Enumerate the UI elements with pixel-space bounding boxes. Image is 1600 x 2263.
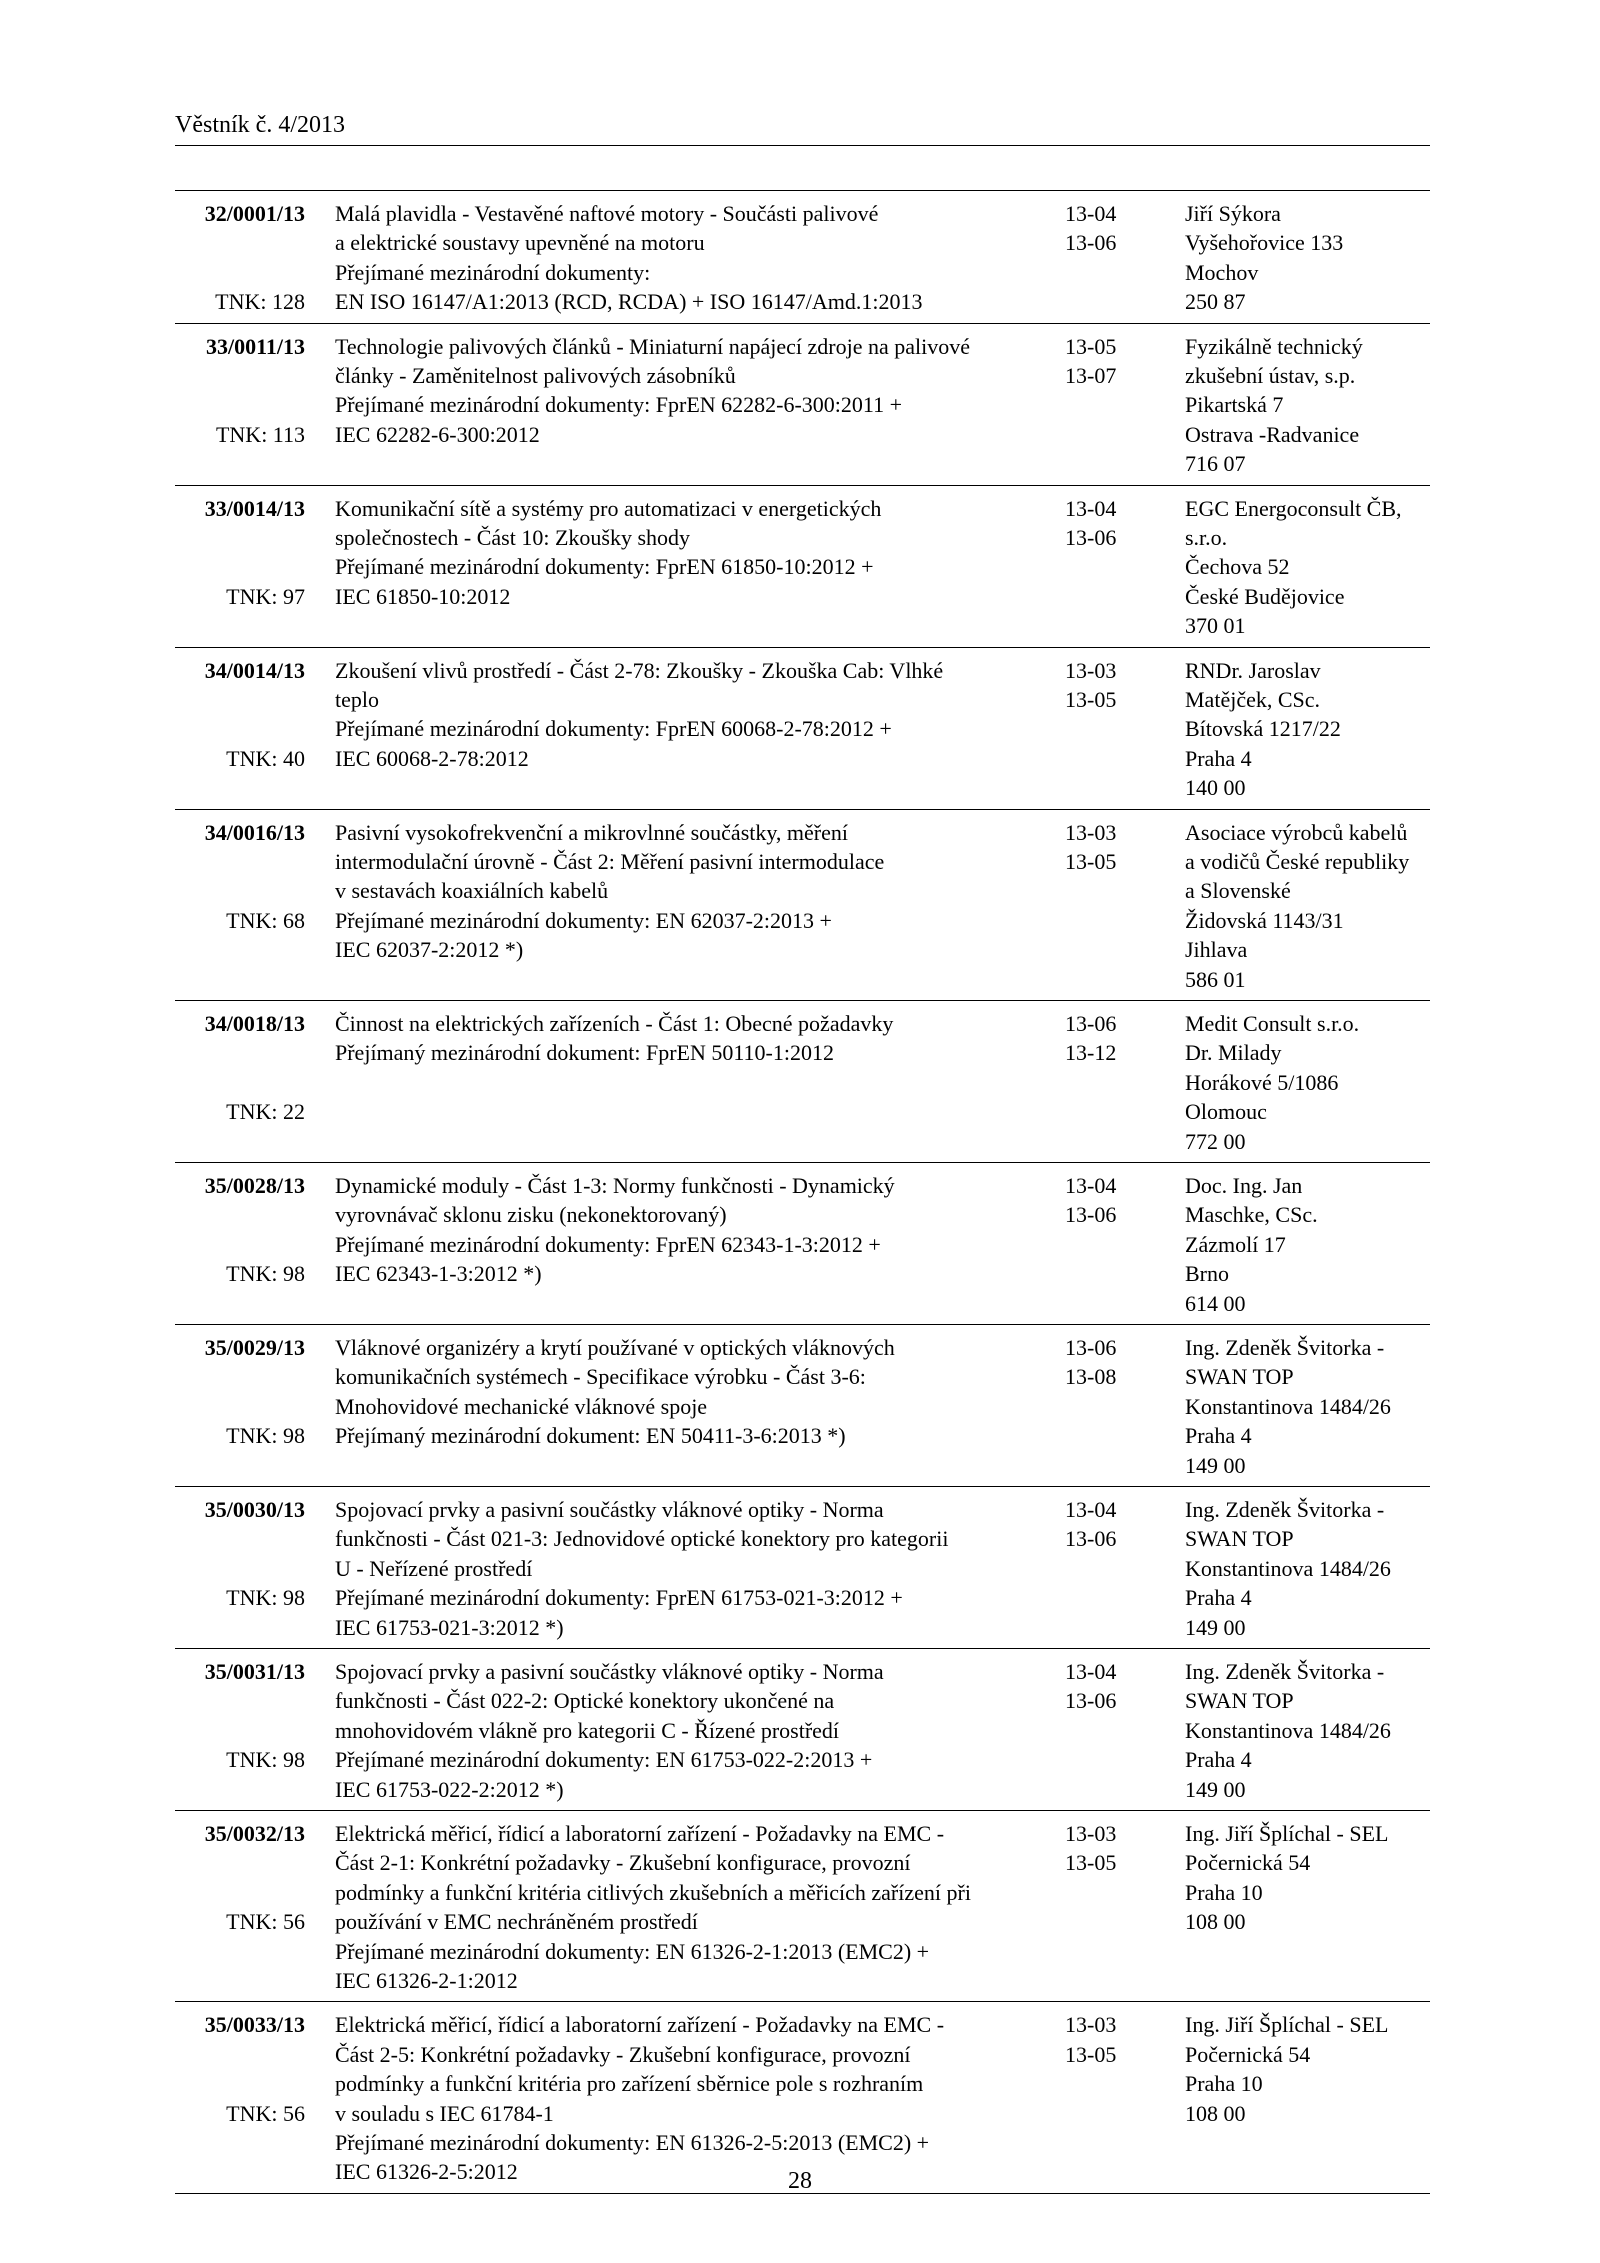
title-line: IEC 62282-6-300:2012 — [335, 421, 540, 447]
entry-contact — [1185, 1009, 1435, 1156]
contact-line: Bítovská 1217/22 — [1185, 716, 1341, 742]
table-row — [175, 2002, 1430, 2193]
contact-line: Židovská 1143/31 — [1185, 907, 1344, 933]
table-row — [175, 1487, 1430, 1649]
title-line: IEC 62037-2:2012 *) — [335, 937, 524, 963]
date-value: 13-06 — [1065, 525, 1117, 550]
title-line: Přejímaný mezinárodní dokument: FprEN 50110-1:2012 — [335, 1040, 834, 1066]
contact-line: Ing. Zdeněk Švitorka - — [1185, 1496, 1385, 1522]
entry-title — [335, 494, 1025, 612]
journal-title: Věstník č. 4/2013 — [175, 112, 345, 138]
contact-line: SWAN TOP — [1185, 1688, 1294, 1714]
contact-line: 108 00 — [1185, 1909, 1246, 1935]
tnk-number: TNK: 128 — [215, 289, 305, 315]
title-line: Přejímané mezinárodní dokumenty: EN 61753-022-2:2013 + — [335, 1747, 873, 1773]
entry-title — [335, 1657, 1025, 1804]
date-value: 13-06 — [1065, 230, 1117, 256]
entry-id-column — [175, 1009, 305, 1125]
title-line: intermodulační úrovně - Část 2: Měření pasivní intermodulace — [335, 849, 885, 874]
tnk-number: TNK: 40 — [226, 745, 305, 771]
contact-line: 250 87 — [1185, 289, 1246, 315]
contact-line: Olomouc — [1185, 1099, 1267, 1125]
entry-dates — [1065, 1009, 1155, 1068]
entry-dates — [1065, 1333, 1155, 1392]
table-row — [175, 1325, 1430, 1487]
contact-line: Matějček, CSc. — [1185, 687, 1321, 712]
page-number: 28 — [788, 2168, 812, 2194]
tnk-number: TNK: 22 — [226, 1099, 305, 1125]
tnk-number: TNK: 56 — [226, 2100, 305, 2126]
entry-title — [335, 332, 1025, 450]
date-value: 13-06 — [1065, 1688, 1117, 1714]
entry-id: 35/0029/13 — [204, 1334, 305, 1360]
contact-line: 149 00 — [1185, 1452, 1246, 1478]
title-line: v sestavách koaxiálních kabelů — [335, 878, 609, 904]
title-line: Elektrická měřicí, řídicí a laboratorní zařízení - Požadavky na EMC - — [335, 1820, 945, 1846]
contact-line: SWAN TOP — [1185, 1526, 1294, 1552]
entry-contact — [1185, 2010, 1435, 2128]
table-row — [175, 1163, 1430, 1325]
title-line: Přejímané mezinárodní dokumenty: FprEN 60068-2-78:2012 + — [335, 716, 892, 742]
entry-id: 35/0028/13 — [204, 1172, 305, 1198]
tnk-number: TNK: 56 — [226, 1909, 305, 1935]
date-value: 13-04 — [1065, 1172, 1117, 1198]
entry-contact — [1185, 1333, 1435, 1480]
contact-line: Čechova 52 — [1185, 554, 1290, 580]
contact-line: Jiří Sýkora — [1185, 201, 1281, 226]
contact-line: RNDr. Jaroslav — [1185, 657, 1321, 683]
table-row — [175, 191, 1430, 324]
entry-dates — [1065, 1819, 1155, 1878]
contact-line: Fyzikálně technický — [1185, 333, 1363, 359]
title-line: Přejímané mezinárodní dokumenty: FprEN 62343-1-3:2012 + — [335, 1231, 881, 1257]
date-value: 13-06 — [1065, 1010, 1117, 1036]
title-line: články - Zaměnitelnost palivových zásobníků — [335, 363, 736, 388]
entry-id-column — [175, 818, 305, 933]
contact-line: Počernická 54 — [1185, 1850, 1311, 1876]
date-value: 13-03 — [1065, 657, 1117, 683]
contact-line: Praha 10 — [1185, 1879, 1263, 1905]
table-row — [175, 1001, 1430, 1163]
entry-id-column — [175, 494, 305, 609]
title-line: Přejímané mezinárodní dokumenty: EN 62037-2:2013 + — [335, 907, 832, 933]
title-line: Přejímané mezinárodní dokumenty: FprEN 62282-6-300:2011 + — [335, 392, 902, 418]
contact-line: Konstantinova 1484/26 — [1185, 1717, 1391, 1743]
entry-id: 35/0031/13 — [204, 1658, 305, 1684]
contact-line: 586 01 — [1185, 966, 1246, 992]
title-line: Část 2-1: Konkrétní požadavky - Zkušební konfigurace, provozní — [335, 1850, 911, 1876]
entry-title — [335, 199, 1025, 317]
contact-line: s.r.o. — [1185, 525, 1228, 550]
title-line: používání v EMC nechráněném prostředí — [335, 1909, 698, 1935]
contact-line: Pikartská 7 — [1185, 392, 1284, 418]
entry-dates — [1065, 2010, 1155, 2069]
entry-title — [335, 1819, 1025, 1995]
contact-line: Asociace výrobců kabelů — [1185, 819, 1408, 845]
date-value: 13-03 — [1065, 1820, 1117, 1846]
entry-id-column — [175, 199, 305, 315]
title-line: společnostech - Část 10: Zkoušky shody — [335, 525, 691, 550]
title-line: Přejímané mezinárodní dokumenty: EN 61326-2-1:2013 (EMC2) + — [335, 1938, 930, 1964]
title-line: vyrovnávač sklonu zisku (nekonektorovaný) — [335, 1202, 727, 1228]
date-value: 13-04 — [1065, 495, 1117, 521]
date-value: 13-05 — [1065, 1850, 1117, 1876]
contact-line: Jihlava — [1185, 937, 1248, 963]
entry-title — [335, 2010, 1025, 2186]
title-line: IEC 62343-1-3:2012 *) — [335, 1261, 542, 1287]
entry-id: 35/0030/13 — [204, 1496, 305, 1522]
table-row — [175, 486, 1430, 648]
entry-id: 33/0014/13 — [204, 495, 305, 521]
title-line: IEC 61753-022-2:2012 *) — [335, 1776, 564, 1802]
entry-id: 34/0014/13 — [204, 657, 305, 683]
title-line: v souladu s IEC 61784-1 — [335, 2100, 554, 2126]
title-line: Činnost na elektrických zařízeních - Část 1: Obecné požadavky — [335, 1010, 894, 1036]
contact-line: Ing. Jiří Šplíchal - SEL — [1185, 1820, 1389, 1846]
entry-contact — [1185, 1819, 1435, 1937]
contact-line: a vodičů České republiky — [1185, 849, 1410, 874]
entry-dates — [1065, 1171, 1155, 1230]
contact-line: Počernická 54 — [1185, 2041, 1311, 2067]
entry-id-column — [175, 1171, 305, 1287]
title-line: mnohovidovém vlákně pro kategorii C - Řízené prostředí — [335, 1717, 840, 1743]
title-line: IEC 61753-021-3:2012 *) — [335, 1614, 564, 1640]
entry-contact — [1185, 818, 1435, 994]
date-value: 13-05 — [1065, 687, 1117, 712]
title-line: IEC 61850-10:2012 — [335, 583, 511, 609]
title-line: podmínky a funkční kritéria citlivých zkušebních a měřicích zařízení při — [335, 1879, 971, 1905]
title-line: Komunikační sítě a systémy pro automatizaci v energetických — [335, 495, 882, 521]
entry-dates — [1065, 818, 1155, 877]
date-value: 13-07 — [1065, 363, 1117, 388]
title-line: Přejímané mezinárodní dokumenty: — [335, 259, 651, 285]
title-line: Přejímané mezinárodní dokumenty: EN 61326-2-5:2013 (EMC2) + — [335, 2130, 930, 2155]
tnk-number: TNK: 98 — [226, 1423, 305, 1449]
entry-contact — [1185, 199, 1435, 317]
contact-line: Dr. Milady — [1185, 1040, 1282, 1066]
tnk-number: TNK: 98 — [226, 1261, 305, 1287]
entry-title — [335, 1333, 1025, 1451]
entry-dates — [1065, 656, 1155, 715]
date-value: 13-12 — [1065, 1040, 1117, 1066]
entry-dates — [1065, 494, 1155, 553]
contact-line: zkušební ústav, s.p. — [1185, 363, 1356, 388]
contact-line: Konstantinova 1484/26 — [1185, 1393, 1391, 1419]
title-line: funkčnosti - Část 021-3: Jednovidové optické konektory pro kategorii — [335, 1526, 949, 1552]
entry-contact — [1185, 332, 1435, 479]
contact-line: Zázmolí 17 — [1185, 1231, 1286, 1257]
contact-line: Horákové 5/1086 — [1185, 1069, 1339, 1095]
contact-line: Vyšehořovice 133 — [1185, 230, 1344, 256]
contact-line: Praha 4 — [1185, 1747, 1252, 1773]
entry-dates — [1065, 1495, 1155, 1554]
contact-line: 108 00 — [1185, 2100, 1246, 2126]
title-line: Elektrická měřicí, řídicí a laboratorní zařízení - Požadavky na EMC - — [335, 2012, 945, 2038]
contact-line: Praha 4 — [1185, 745, 1252, 771]
entry-id: 35/0032/13 — [204, 1820, 305, 1846]
title-line: a elektrické soustavy upevněné na motoru — [335, 230, 705, 256]
tnk-number: TNK: 68 — [226, 907, 305, 933]
contact-line: Mochov — [1185, 259, 1259, 285]
contact-line: České Budějovice — [1185, 583, 1345, 609]
title-line: funkčnosti - Část 022-2: Optické konektory ukončené na — [335, 1688, 835, 1714]
contact-line: 149 00 — [1185, 1614, 1246, 1640]
entry-title — [335, 656, 1025, 774]
entry-id-column — [175, 332, 305, 447]
table-row — [175, 648, 1430, 810]
title-line: Dynamické moduly - Část 1-3: Normy funkčnosti - Dynamický — [335, 1172, 895, 1198]
title-line: Část 2-5: Konkrétní požadavky - Zkušební konfigurace, provozní — [335, 2041, 911, 2067]
title-line: IEC 60068-2-78:2012 — [335, 745, 529, 771]
contact-line: 614 00 — [1185, 1290, 1246, 1316]
contact-line: 772 00 — [1185, 1128, 1246, 1154]
date-value: 13-03 — [1065, 2012, 1117, 2038]
contact-line: Medit Consult s.r.o. — [1185, 1010, 1360, 1036]
contact-line: Maschke, CSc. — [1185, 1202, 1318, 1228]
contact-line: Brno — [1185, 1261, 1229, 1287]
title-line: Přejímaný mezinárodní dokument: EN 50411-3-6:2013 *) — [335, 1423, 846, 1449]
title-line: U - Neřízené prostředí — [335, 1555, 533, 1581]
table-row — [175, 324, 1430, 486]
date-value: 13-05 — [1065, 2041, 1117, 2067]
contact-line: Praha 4 — [1185, 1423, 1252, 1449]
date-value: 13-05 — [1065, 849, 1117, 874]
contact-line: Konstantinova 1484/26 — [1185, 1555, 1391, 1581]
date-value: 13-06 — [1065, 1526, 1117, 1552]
contact-line: Ing. Zdeněk Švitorka - — [1185, 1334, 1385, 1360]
title-line: podmínky a funkční kritéria pro zařízení sběrnice pole s rozhraním — [335, 2071, 924, 2097]
contact-line: SWAN TOP — [1185, 1364, 1294, 1390]
standards-table — [175, 190, 1430, 2194]
contact-line: 140 00 — [1185, 775, 1246, 801]
tnk-number: TNK: 113 — [215, 421, 305, 447]
entry-id: 33/0011/13 — [205, 333, 305, 359]
table-row — [175, 1649, 1430, 1811]
title-line: IEC 61326-2-1:2012 — [335, 1968, 518, 1994]
contact-line: EGC Energoconsult ČB, — [1185, 495, 1402, 521]
contact-line: Praha 4 — [1185, 1585, 1252, 1611]
entry-dates — [1065, 199, 1155, 258]
title-line: Spojovací prvky a pasivní součástky vláknové optiky - Norma — [335, 1658, 884, 1684]
contact-line: Praha 10 — [1185, 2071, 1263, 2097]
entry-contact — [1185, 494, 1435, 641]
entry-id-column — [175, 656, 305, 771]
entry-dates — [1065, 332, 1155, 391]
date-value: 13-08 — [1065, 1364, 1117, 1390]
tnk-number: TNK: 98 — [226, 1585, 305, 1611]
entry-contact — [1185, 1657, 1435, 1804]
date-value: 13-05 — [1065, 333, 1117, 359]
title-line: Zkoušení vlivů prostředí - Část 2-78: Zkoušky - Zkouška Cab: Vlhké — [335, 657, 944, 683]
contact-line: Doc. Ing. Jan — [1185, 1172, 1303, 1198]
entry-id-column — [175, 1495, 305, 1611]
title-line: Pasivní vysokofrekvenční a mikrovlnné součástky, měření — [335, 819, 849, 845]
tnk-number: TNK: 98 — [226, 1747, 305, 1773]
table-row — [175, 810, 1430, 1001]
title-line: IEC 61326-2-5:2012 — [335, 2159, 518, 2185]
entry-id: 34/0016/13 — [204, 819, 305, 845]
contact-line: 716 07 — [1185, 451, 1246, 477]
date-value: 13-04 — [1065, 201, 1117, 226]
title-line: Technologie palivových článků - Miniaturní napájecí zdroje na palivové — [335, 333, 971, 359]
title-line: Malá plavidla - Vestavěné naftové motory - Součásti palivové — [335, 201, 879, 226]
contact-line: Ostrava -Radvanice — [1185, 421, 1360, 447]
entry-id-column — [175, 2010, 305, 2126]
title-line: Přejímané mezinárodní dokumenty: FprEN 61850-10:2012 + — [335, 554, 874, 580]
entry-contact — [1185, 1495, 1435, 1642]
entry-id-column — [175, 1819, 305, 1935]
contact-line: Ing. Jiří Šplíchal - SEL — [1185, 2012, 1389, 2038]
entry-id-column — [175, 1657, 305, 1773]
contact-line: Ing. Zdeněk Švitorka - — [1185, 1658, 1385, 1684]
entry-title — [335, 1495, 1025, 1642]
page-header — [175, 110, 1430, 146]
contact-line: 149 00 — [1185, 1776, 1246, 1802]
entry-id-column — [175, 1333, 305, 1449]
title-line: komunikačních systémech - Specifikace výrobku - Část 3-6: — [335, 1364, 866, 1390]
title-line: EN ISO 16147/A1:2013 (RCD, RCDA) + ISO 16147/Amd.1:2013 — [335, 289, 923, 315]
entry-title — [335, 1171, 1025, 1289]
entry-id: 34/0018/13 — [204, 1010, 305, 1036]
entry-id: 35/0033/13 — [204, 2012, 305, 2038]
tnk-number: TNK: 97 — [226, 583, 305, 609]
contact-line: 370 01 — [1185, 613, 1246, 639]
date-value: 13-04 — [1065, 1658, 1117, 1684]
date-value: 13-06 — [1065, 1334, 1117, 1360]
title-line: Vláknové organizéry a krytí používané v optických vláknových — [335, 1334, 895, 1360]
entry-contact — [1185, 1171, 1435, 1318]
date-value: 13-03 — [1065, 819, 1117, 845]
title-line: Spojovací prvky a pasivní součástky vláknové optiky - Norma — [335, 1496, 884, 1522]
date-value: 13-04 — [1065, 1496, 1117, 1522]
date-value: 13-06 — [1065, 1202, 1117, 1228]
title-line: Mnohovidové mechanické vláknové spoje — [335, 1393, 708, 1419]
contact-line: a Slovenské — [1185, 878, 1291, 904]
entry-id: 32/0001/13 — [204, 201, 305, 226]
entry-title — [335, 1009, 1025, 1068]
table-row — [175, 1811, 1430, 2002]
title-line: teplo — [335, 687, 379, 712]
entry-contact — [1185, 656, 1435, 803]
title-line: Přejímané mezinárodní dokumenty: FprEN 61753-021-3:2012 + — [335, 1585, 903, 1611]
entry-title — [335, 818, 1025, 965]
entry-dates — [1065, 1657, 1155, 1716]
